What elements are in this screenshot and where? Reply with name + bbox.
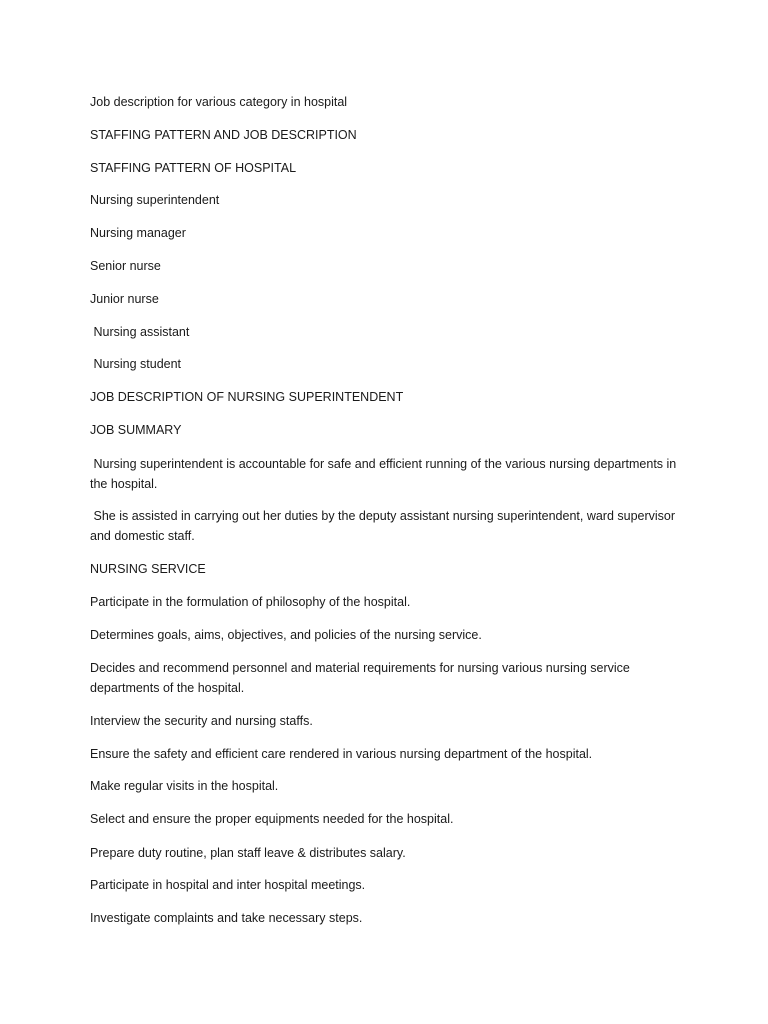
section-heading-job-description-nursing-superintendent: JOB DESCRIPTION OF NURSING SUPERINTENDENT: [90, 390, 404, 404]
duty-item: Select and ensure the proper equipments needed for the hospital.: [90, 812, 454, 826]
paragraph-assistance: She is assisted in carrying out her duties by the deputy assistant nursing superintendent, ward supervisor and domestic staff.: [90, 509, 679, 543]
duty-item: Prepare duty routine, plan staff leave & distributes salary.: [90, 846, 406, 860]
staff-role-item: Junior nurse: [90, 292, 159, 306]
section-heading-job-summary: JOB SUMMARY: [90, 423, 182, 437]
duty-item: Participate in hospital and inter hospital meetings.: [90, 878, 366, 892]
section-heading-staffing-pattern-and-job-description: STAFFING PATTERN AND JOB DESCRIPTION: [90, 128, 357, 142]
staff-role-item: Nursing superintendent: [90, 193, 220, 207]
staff-role-item: Nursing student: [90, 357, 182, 371]
duty-item: Decides and recommend personnel and material requirements for nursing various nursing service departments of the hospital.: [90, 661, 630, 695]
document-title: Job description for various category in hospital: [90, 95, 348, 109]
staff-role-item: Senior nurse: [90, 259, 161, 273]
duty-item: Ensure the safety and efficient care rendered in various nursing department of the hospital.: [90, 747, 593, 761]
duty-item: Interview the security and nursing staffs.: [90, 714, 313, 728]
paragraph-job-summary: Nursing superintendent is accountable for safe and efficient running of the various nursing departments in the hospital.: [90, 457, 680, 491]
duty-item: Participate in the formulation of philosophy of the hospital.: [90, 595, 411, 609]
duty-item: Investigate complaints and take necessary steps.: [90, 911, 363, 925]
staff-role-item: Nursing manager: [90, 226, 186, 240]
section-heading-staffing-pattern-of-hospital: STAFFING PATTERN OF HOSPITAL: [90, 161, 297, 175]
duty-item: Make regular visits in the hospital.: [90, 779, 279, 793]
staff-role-item: Nursing assistant: [90, 325, 190, 339]
section-heading-nursing-service: NURSING SERVICE: [90, 562, 206, 576]
duty-item: Determines goals, aims, objectives, and policies of the nursing service.: [90, 628, 482, 642]
